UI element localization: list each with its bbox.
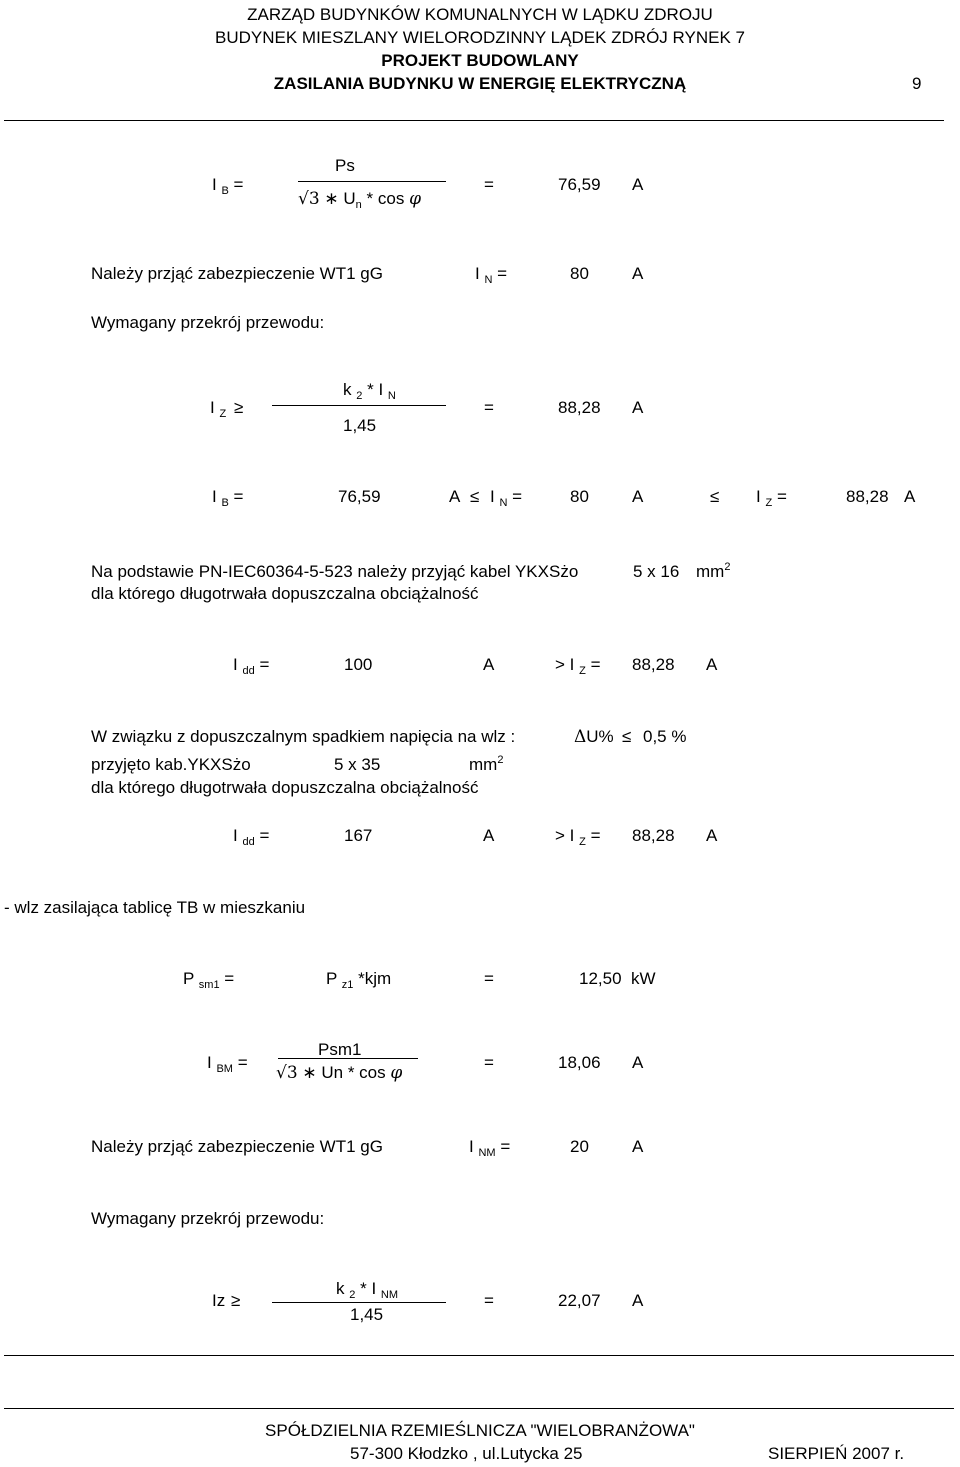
voltage-drop-limit: 0,5 % bbox=[643, 727, 687, 746]
footer-date: SIERPIEŃ 2007 r. bbox=[768, 1444, 905, 1463]
f1-equals: = bbox=[484, 175, 494, 194]
ibm-label: I $_{BM}$ = bbox=[207, 1053, 248, 1075]
idd-1-compare: > I $_Z$ = bbox=[555, 655, 601, 677]
psm-value: 12,50 bbox=[579, 969, 622, 988]
protection-1-value: 80 bbox=[570, 264, 589, 283]
ib-label: I $_B$ = bbox=[212, 175, 244, 197]
protection-2-value: 20 bbox=[570, 1137, 589, 1156]
f3-unit: A bbox=[632, 1053, 644, 1072]
idd-1-label: I $_{dd}$ = bbox=[233, 655, 270, 677]
protection-1-text: Należy przjąć zabezpieczenie WT1 gG bbox=[91, 264, 383, 283]
page-number: 9 bbox=[912, 74, 922, 93]
idd-2-compare: > I $_Z$ = bbox=[555, 826, 601, 848]
f2-value: 88,28 bbox=[558, 398, 601, 417]
cmp-le-2: ≤ bbox=[710, 487, 720, 506]
wlz-heading: - wlz zasilająca tablicę TB w mieszkaniu bbox=[4, 898, 306, 917]
idd-1-iz-unit: A bbox=[706, 655, 718, 674]
cmp-le-1: ≤ bbox=[470, 487, 480, 506]
voltage-drop-le: ≤ bbox=[622, 727, 632, 746]
f2-fraction-bar bbox=[272, 405, 446, 406]
idd-1-iz-value: 88,28 bbox=[632, 655, 675, 674]
idd-2-unit: A bbox=[483, 826, 495, 845]
header-line-3: PROJEKT BUDOWLANY bbox=[381, 51, 579, 70]
footer-divider-2 bbox=[4, 1408, 954, 1409]
cmp-in-unit: A bbox=[632, 487, 644, 506]
f1-denominator: √3 ∗ $U_n$ * cos φ bbox=[298, 189, 421, 211]
cmp-ib-value: 76,59 bbox=[338, 487, 381, 506]
f3-numerator: Psm1 bbox=[318, 1040, 362, 1059]
idd-2-value: 167 bbox=[344, 826, 373, 845]
idd-2-iz-unit: A bbox=[706, 826, 718, 845]
f1-value: 76,59 bbox=[558, 175, 601, 194]
f3-denominator: √3 ∗ Un * cos φ bbox=[276, 1063, 403, 1083]
protection-1-unit: A bbox=[632, 264, 644, 283]
f4-denominator: 1,45 bbox=[350, 1305, 384, 1324]
f2-numerator: k $_2$ * I $_N$ bbox=[343, 380, 396, 402]
f3-value: 18,06 bbox=[558, 1053, 601, 1072]
psm-equals: = bbox=[484, 969, 494, 988]
f1-unit: A bbox=[632, 175, 644, 194]
psm-unit: kW bbox=[631, 969, 656, 988]
f3-fraction-bar bbox=[278, 1058, 418, 1059]
idd-1-value: 100 bbox=[344, 655, 373, 674]
iz-ge-symbol: ≥ bbox=[234, 398, 244, 417]
footer-divider-1 bbox=[4, 1355, 954, 1356]
f4-value: 22,07 bbox=[558, 1291, 601, 1310]
cable-2-capacity-text: dla którego długotrwała dopuszczalna obciążalność bbox=[91, 778, 479, 797]
f2-denominator: 1,45 bbox=[343, 416, 377, 435]
f4-fraction-bar bbox=[272, 1302, 446, 1303]
cable-2-size: 5 x 35 bbox=[334, 755, 381, 774]
protection-1-in-label: I $_N$ = bbox=[475, 264, 508, 286]
f4-unit: A bbox=[632, 1291, 644, 1310]
idd-1-unit: A bbox=[483, 655, 495, 674]
footer-company: SPÓŁDZIELNIA RZEMIEŚLNICZA "WIELOBRANŻOWA" bbox=[265, 1421, 695, 1440]
protection-2-unit: A bbox=[632, 1137, 644, 1156]
header-divider bbox=[4, 120, 944, 121]
protection-2-text: Należy przjąć zabezpieczenie WT1 gG bbox=[91, 1137, 383, 1156]
protection-2-inm-label: I $_{NM}$ = bbox=[469, 1137, 511, 1159]
iz-2-label: Iz bbox=[212, 1291, 226, 1310]
f4-equals: = bbox=[484, 1291, 494, 1310]
f1-fraction-bar bbox=[298, 181, 446, 182]
cable-2-text: przyjęto kab.YKXSżo bbox=[91, 755, 251, 774]
idd-2-iz-value: 88,28 bbox=[632, 826, 675, 845]
header-line-1: ZARZĄD BUDYNKÓW KOMUNALNYCH W LĄDKU ZDROJU bbox=[247, 5, 713, 24]
footer-address: 57-300 Kłodzko , ul.Lutycka 25 bbox=[350, 1444, 583, 1463]
required-section-2: Wymagany przekrój przewodu: bbox=[91, 1209, 325, 1228]
f4-numerator: k $_2$ * I $_{NM}$ bbox=[336, 1279, 399, 1301]
header-line-2: BUDYNEK MIESZLANY WIELORODZINNY LĄDEK ZDRÓJ RYNEK 7 bbox=[215, 28, 745, 47]
cmp-in-label: I $_N$ = bbox=[490, 487, 523, 509]
cmp-iz-label: I $_Z$ = bbox=[756, 487, 787, 509]
idd-2-label: I $_{dd}$ = bbox=[233, 826, 270, 848]
iz-label: I $_Z$ bbox=[210, 398, 227, 420]
required-section-1: Wymagany przekrój przewodu: bbox=[91, 313, 325, 332]
voltage-drop-du: ΔU% bbox=[574, 727, 614, 747]
cmp-in-value: 80 bbox=[570, 487, 589, 506]
psm-expression: P $_{z1}$ *kjm bbox=[326, 969, 392, 991]
f2-equals: = bbox=[484, 398, 494, 417]
header-line-4: ZASILANIA BUDYNKU W ENERGIĘ ELEKTRYCZNĄ bbox=[273, 74, 687, 93]
f3-equals: = bbox=[484, 1053, 494, 1072]
cable-1-text: Na podstawie PN-IEC60364-5-523 należy przyjąć kabel YKXSżo bbox=[91, 562, 579, 581]
cable-2-unit: $mm^2$ bbox=[469, 754, 504, 774]
psm-label: P $_{sm1}$ = bbox=[183, 969, 235, 991]
cable-1-size: 5 x 16 bbox=[633, 562, 680, 581]
f1-numerator: Ps bbox=[335, 156, 355, 175]
cable-1-unit: $mm^2$ bbox=[696, 561, 731, 581]
cmp-iz-value: 88,28 bbox=[846, 487, 889, 506]
cmp-ib-label: I $_B$ = bbox=[212, 487, 244, 509]
voltage-drop-text: W związku z dopuszczalnym spadkiem napięcia na wlz : bbox=[91, 727, 516, 746]
cmp-iz-unit: A bbox=[904, 487, 916, 506]
f2-unit: A bbox=[632, 398, 644, 417]
iz-2-ge-symbol: ≥ bbox=[231, 1291, 241, 1310]
cmp-ib-unit: A bbox=[449, 487, 461, 506]
cable-1-capacity-text: dla którego długotrwała dopuszczalna obciążalność bbox=[91, 584, 479, 603]
